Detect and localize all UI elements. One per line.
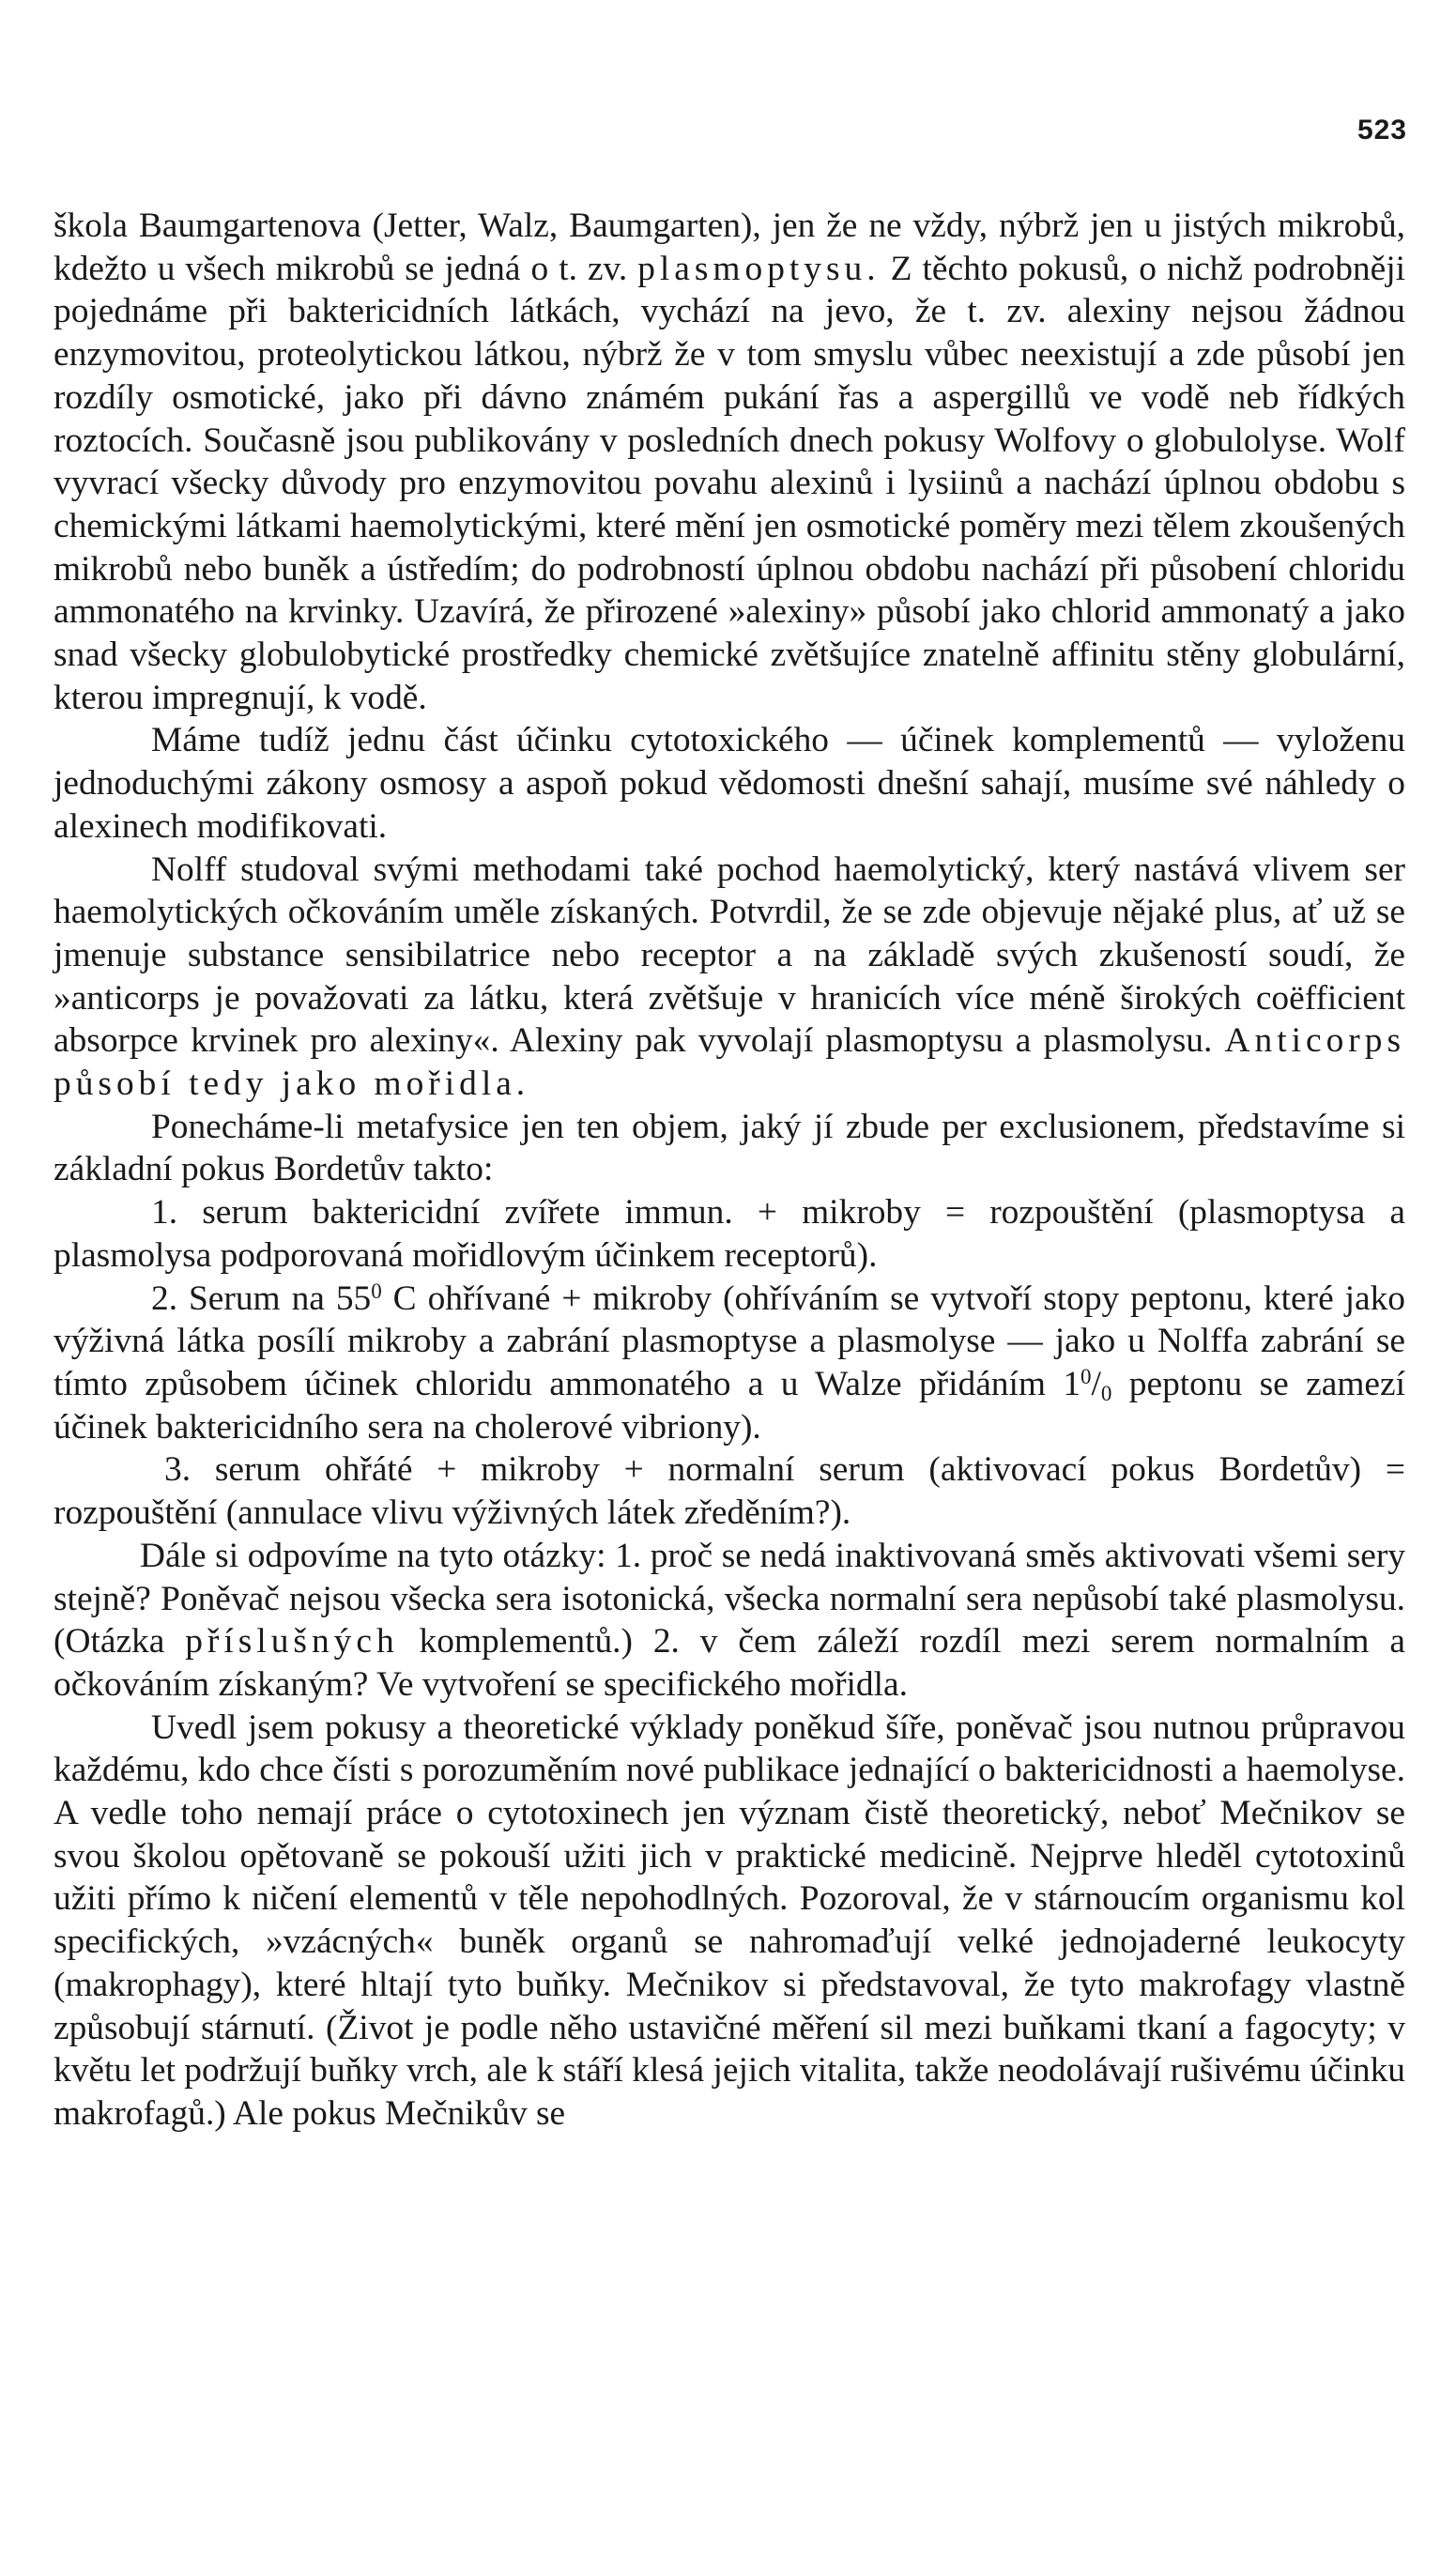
superscript: 0 (1081, 1364, 1092, 1388)
paragraph-p3 (54, 849, 1405, 1106)
paragraph-p7 (54, 1448, 1405, 1534)
paragraph-p1 (54, 205, 1405, 719)
page-number: 523 (1356, 115, 1407, 145)
paragraph-text: 3. serum ohřáté + mikroby + normalní serum (aktivovací pokus Bordetův) = rozpouštění (annulace vlivu výživných látek zředěním?). (54, 1450, 1405, 1533)
paragraph-text: / (1091, 1364, 1101, 1403)
paragraph-text: Ponecháme-li metafysice jen ten objem, jaký jí zbude per exclusionem, představíme si základní pokus Bordetův takto: (54, 1107, 1405, 1189)
paragraph-text: Uvedl jsem pokusy a theoretické výklady poněkud šíře, poněvač jsou nutnou průpravou každému, kdo chce čísti s porozuměním nové publikace jednající o baktericidnosti a haemolyse. A vedle toho nemají práce o cytotoxinech jen význam čistě theoretický, neboť Mečnikov se svou školou opětovaně se pokouší užiti jich v praktické medicině. Nejprve hleděl cytotoxinů užiti přímo k ničení elementů v těle nepohodlných. Pozoroval, že v stárnoucím organismu kol specifických, »vzácných« buněk organů se nahromaďují velké jednojaderné leukocyty (makrophagy), které hltají tyto buňky. Mečnikov si představoval, že tyto makrofagy vlastně způsobují stárnutí. (Život je podle něho ustavičné měření sil mezi buňkami tkaní a fagocyty; v květu let podržují buňky vrch, ale k stáří klesá jejich vitalita, takže neodolávají rušivému účinku makrofagů.) Ale pokus Mečnikův se (54, 1708, 1405, 2133)
spaced-emphasis-text: Anticorps působí tedy jako mořidla. (54, 1021, 1405, 1104)
paragraph-p5 (54, 1191, 1405, 1277)
paragraph-text: komplementů.) 2. v čem záleží rozdíl mezi serem normalním a očkováním získaným? Ve vytvoření se specifického mořidla. (54, 1622, 1405, 1704)
article-body (54, 205, 1405, 2136)
paragraph-text: peptonu se zamezí účinek baktericidního sera na cholerové vibriony). (54, 1364, 1405, 1447)
paragraph-text: Z těchto pokusů, o nichž podrobněji pojednáme při baktericidních látkách, vychází na jevo, že t. zv. alexiny nejsou žádnou enzymovitou, proteolytickou látkou, nýbrž že v tom smyslu vůbec neexistují a zde působí jen rozdíly osmotické, jako při dávno známém pukání řas a aspergillů ve vodě neb řídkých roztocích. Současně jsou publikovány v posledních dnech pokusy Wolfovy o globulolyse. Wolf vyvrací všecky důvody pro enzymovitou povahu alexinů i lysiinů a nachází úplnou obdobu s chemickými látkami haemolytickými, které mění jen osmotické poměry mezi tělem zkoušených mikrobů nebo buněk a ústředím; do podrobností úplnou obdobu nachází při působení chloridu ammonatého na krvinky. Uzavírá, že přirozené »alexiny» působí jako chlorid ammonatý a jako snad všecky globulobytické prostředky chemické zvětšujíce znatelně affinitu stěny globulární, kterou impregnují, k vodě. (54, 249, 1405, 717)
paragraph-text: 1. serum baktericidní zvířete immun. + mikroby = rozpouštění (plasmoptysa a plasmolysa podporovaná mořidlovým účinkem receptorů). (54, 1193, 1405, 1275)
paragraph-text: 2. Serum na 55 (151, 1279, 372, 1318)
paragraph-text: C ohřívané + mikroby (ohříváním se vytvoří stopy peptonu, které jako výživná látka posílí mikroby a zabrání plasmoptyse a plasmolyse — jako u Nolffa zabrání se tímto způsobem účinek chloridu ammonatého a u Walze přidáním 1 (54, 1279, 1405, 1403)
paragraph-p9 (54, 1707, 1405, 2136)
paragraph-p2 (54, 719, 1405, 848)
spaced-emphasis-text: příslušných (185, 1622, 399, 1662)
paragraph-text: Dále si odpovíme na tyto otázky: 1. proč se nedá inaktivovaná směs aktivovati všemi sery stejně? Poněvač nejsou všecka sera isotonická, všecka normalní sera nepůsobí také plasmolysu. (Otázka (54, 1536, 1405, 1662)
paragraph-text: škola Baumgartenova (Jetter, Walz, Baumgarten), jen že ne vždy, nýbrž jen u jistých mikrobů, kdežto u všech mikrobů se jedná o t. zv. (54, 207, 1405, 288)
superscript: 0 (371, 1279, 382, 1303)
paragraph-text: Nolff studoval svými methodami také pochod haemolytický, který nastává vlivem ser haemolytických očkováním uměle získaných. Potvrdil, že se zde objevuje nějaké plus, ať už se jmenuje substance sensibilatrice nebo receptor a na základě svých zkušeností soudí, že »anticorps je považovati za látku, která zvětšuje v hranicích více méně širokých coëfficient absorpce krvinek pro alexiny«. Alexiny pak vyvolají plasmoptysu a plasmolysu. (54, 850, 1405, 1061)
paragraph-text: Máme tudíž jednu část účinku cytotoxického — účinek komplementů — vyloženu jednoduchými zákony osmosy a aspoň pokud vědomosti dnešní sahají, musíme své náhledy o alexinech modifikovati. (54, 721, 1405, 846)
paragraph-p6 (54, 1278, 1405, 1449)
paragraph-p8 (54, 1535, 1405, 1707)
paragraph-p4 (54, 1106, 1405, 1191)
subscript: 0 (1100, 1381, 1112, 1405)
spaced-emphasis-text: plasmoptysu. (637, 249, 881, 288)
